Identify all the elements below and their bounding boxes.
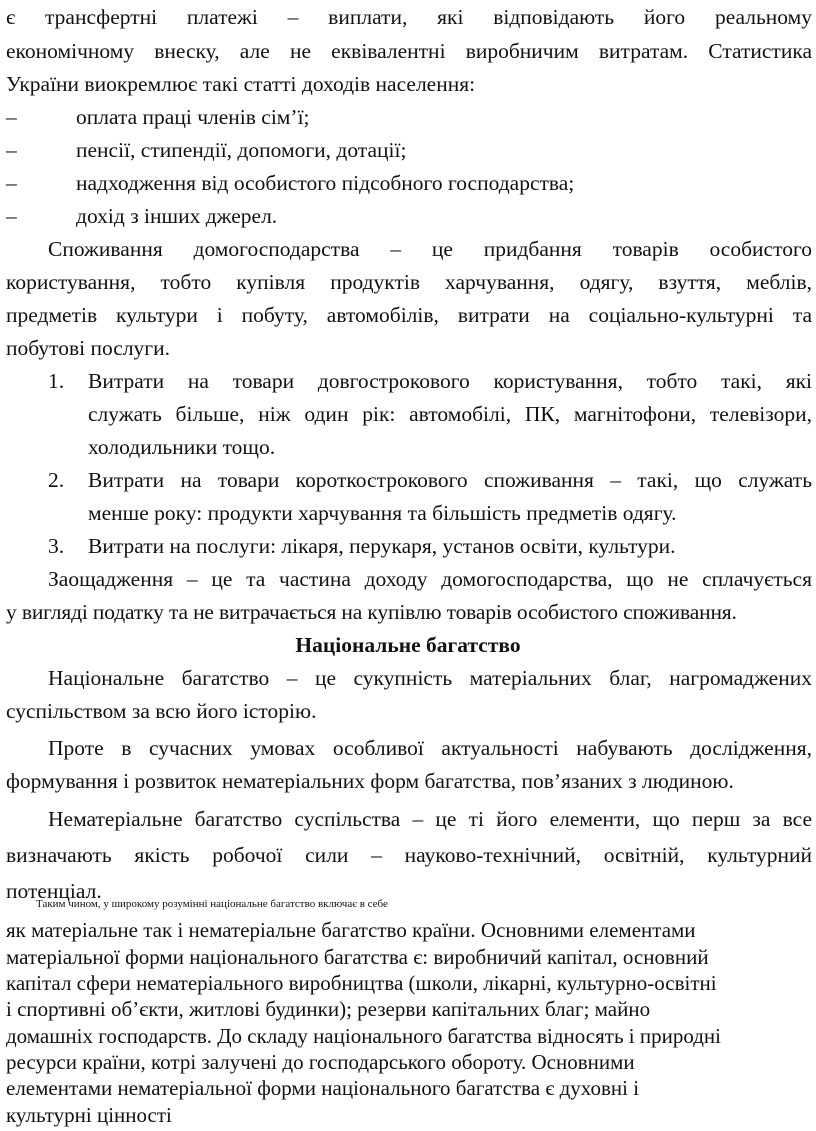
- paragraph-line: предметів культури і побуту, автомобілів, витрати на соціально-культурні та: [6, 303, 812, 327]
- paragraph-line: матеріальної форми національного багатства є: виробничий капітал, основний: [6, 945, 709, 969]
- list-item-line: служать більше, ніж один рік: автомобілі, ПК, магнітофони, телевізори,: [88, 402, 812, 426]
- list-item: дохід з інших джерел.: [76, 204, 278, 228]
- paragraph-line: є трансфертні платежі – виплати, які відповідають його реальному: [6, 5, 812, 29]
- section-heading: Національне багатство: [295, 633, 521, 657]
- paragraph-line: елементами нематеріальної форми національного багатства є духовні і: [6, 1076, 640, 1100]
- list-number: 1.: [48, 369, 65, 393]
- paragraph-line: економічному внеску, але не еквівалентні виробничим витратам. Статистика: [6, 39, 812, 63]
- paragraph-line: домашніх господарств. До складу національного багатства відносять і природні: [6, 1024, 722, 1048]
- list-bullet: –: [6, 138, 17, 162]
- paragraph-line: суспільством за всю його історію.: [6, 699, 317, 723]
- list-number: 2.: [48, 468, 65, 492]
- paragraph-line: як матеріальне так і нематеріальне багатство країни. Основними елементами: [6, 918, 696, 942]
- paragraph-line: і спортивні об’єкти, житлові будинки); резерви капітальних благ; майно: [6, 997, 651, 1021]
- paragraph-line: культурні цінності: [6, 1103, 172, 1127]
- list-item: оплата праці членів сім’ї;: [76, 105, 310, 129]
- list-item-line: Витрати на товари довгострокового користування, тобто такі, які: [88, 369, 812, 393]
- paragraph-line: капітал сфери нематеріального виробництва (школи, лікарні, культурно-освітні: [6, 971, 717, 995]
- paragraph-line: визначають якість робочої сили – науково-технічний, освітній, культурний: [6, 843, 812, 867]
- list-item-line: Витрати на товари короткострокового споживання – такі, що служать: [88, 468, 812, 492]
- paragraph-line: Нематеріальне багатство суспільства – це ті його елементи, що перш за все: [48, 807, 812, 831]
- list-bullet: –: [6, 105, 17, 129]
- paragraph-line: України виокремлює такі статті доходів населення:: [6, 72, 476, 96]
- paragraph-line: ресурси країни, котрі залучені до господарського обороту. Основними: [6, 1050, 635, 1074]
- list-item: надходження від особистого підсобного господарства;: [76, 171, 575, 195]
- paragraph-line: потенціал.: [6, 879, 102, 903]
- paragraph-line: Споживання домогосподарства – це придбання товарів особистого: [48, 237, 812, 261]
- paragraph-line: Проте в сучасних умовах особливої актуальності набувають дослідження,: [48, 736, 812, 760]
- paragraph-line: Національне багатство – це сукупність матеріальних благ, нагромаджених: [48, 666, 812, 690]
- list-item-line: Витрати на послуги: лікаря, перукаря, установ освіти, культури.: [88, 534, 676, 558]
- list-number: 3.: [48, 534, 65, 558]
- paragraph-line: користування, тобто купівля продуктів харчування, одягу, взуття, меблів,: [6, 270, 812, 294]
- list-bullet: –: [6, 204, 17, 228]
- list-item: пенсії, стипендії, допомоги, дотації;: [76, 138, 407, 162]
- list-bullet: –: [6, 171, 17, 195]
- list-item-line: менше року: продукти харчування та більшість предметів одягу.: [88, 501, 677, 525]
- paragraph-line: у вигляді податку та не витрачається на купівлю товарів особистого споживання.: [6, 600, 737, 624]
- paragraph-line: Таким чином, у широкому розумінні національне багатство включає в себе: [36, 898, 388, 910]
- paragraph-line: Заощадження – це та частина доходу домогосподарства, що не сплачується: [48, 567, 812, 591]
- paragraph-line: побутові послуги.: [6, 336, 171, 360]
- list-item-line: холодильники тощо.: [88, 435, 276, 459]
- paragraph-line: формування і розвиток нематеріальних форм багатства, пов’язаних з людиною.: [6, 769, 734, 793]
